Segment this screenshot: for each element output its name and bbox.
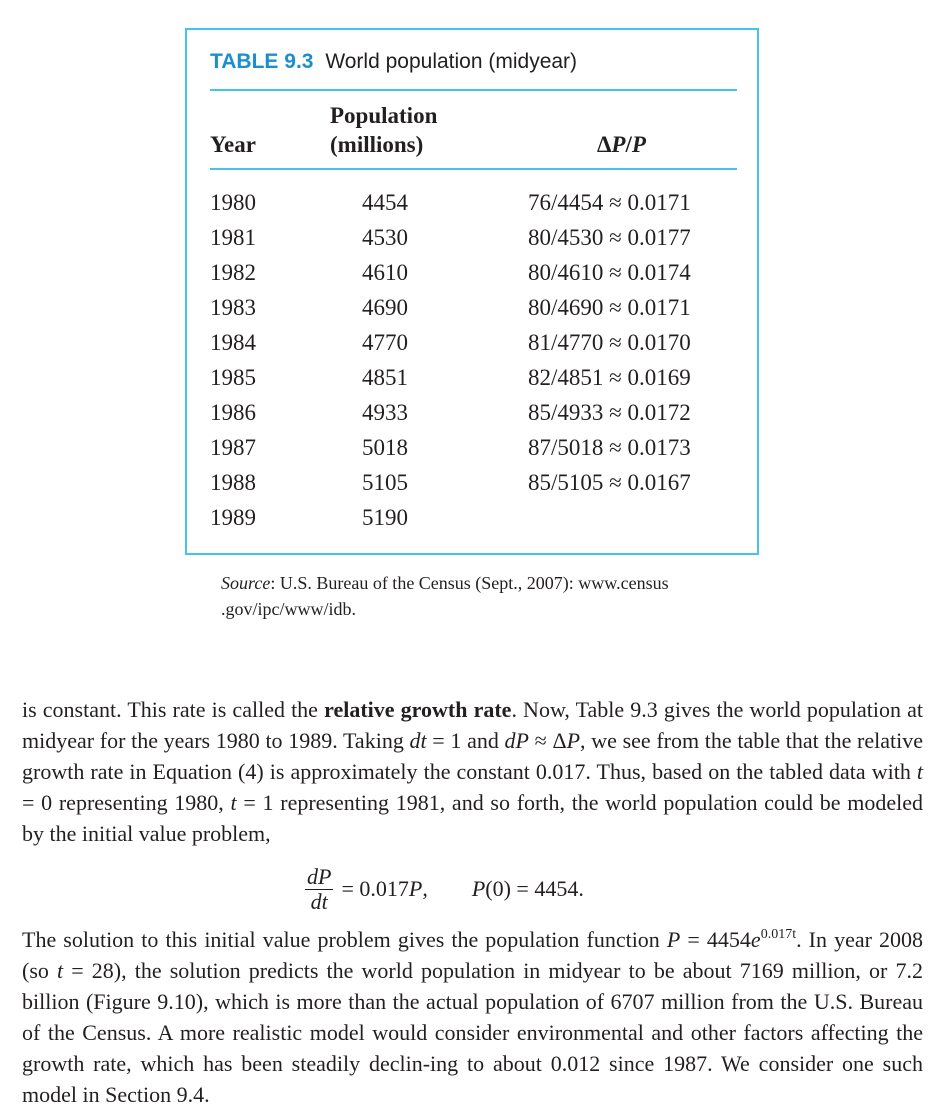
table-row [187,468,757,503]
text: is constant. This rate is called the [22,697,325,722]
text: , [422,876,428,901]
header-population [330,101,437,159]
cell-year: 1989 [210,505,256,530]
math-var: e [750,927,761,952]
cell-ratio: 81/4770 ≈ 0.0170 [528,330,691,355]
math-var: dP [504,728,529,753]
fraction-numerator: dP [307,863,332,889]
math-var: P [408,876,423,901]
cell-population: 4610 [362,260,408,285]
text: = 0 representing 1980, [22,790,231,815]
header-year: Year [210,132,256,157]
cell-ratio: 80/4610 ≈ 0.0174 [528,260,691,285]
header-ratio-slash: / [625,132,632,157]
cell-population: 4933 [362,400,408,425]
table-row [187,188,757,223]
table-row [187,258,757,293]
table-row [187,293,757,328]
table-header-rule [210,168,737,170]
cell-year: 1986 [210,400,256,425]
text: = 1 representing 1981, and so forth, the world population could be modeled by the initial value problem, [22,790,924,846]
source-label: Source [221,573,271,593]
fraction-denominator: dt [310,888,328,914]
header-ratio-p1: P [611,132,626,157]
table-source [221,570,741,622]
text: = 28), the solution predicts the world population in midyear to be about 7169 million, or 7.2 billion (Figure 9.10), which is more than the actual population of 6707 million from the U.S. Bureau of the Census. A more realistic model would consider environmental and other factors affecting the growth rate, which has been steadily declin-ing to about 0.012 since 1987. We consider one such model in Section 9.4. [22,958,923,1107]
cell-ratio: 87/5018 ≈ 0.0173 [528,435,691,460]
math-var: t [916,759,923,784]
source-text: : U.S. Bureau of the Census (Sept., 2007): www.census .gov/ipc/www/idb. [221,573,669,619]
math-var: P [666,927,681,952]
cell-ratio: 76/4454 ≈ 0.0171 [528,190,691,215]
header-population-line2: (millions) [330,132,424,157]
exponent: 0.017t [760,927,797,942]
table-title: World population (midyear) [325,50,578,73]
table-row [187,223,757,258]
display-equation [305,860,584,918]
cell-year: 1985 [210,365,256,390]
text: ≈ Δ [529,728,567,753]
cell-year: 1980 [210,190,256,215]
text: . In year 2008 (so [22,927,923,983]
derivative-fraction [305,865,333,914]
cell-year: 1984 [210,330,256,355]
table-row [187,328,757,363]
table-9-3 [185,28,759,555]
cell-population: 4770 [362,330,408,355]
cell-ratio: 85/4933 ≈ 0.0172 [528,400,691,425]
table-row [187,363,757,398]
term-relative-growth-rate: relative growth rate [324,697,512,722]
header-ratio [597,130,646,159]
cell-population: 5190 [362,505,408,530]
text: = 4454 [680,927,751,952]
math-var: t [57,958,64,983]
cell-population: 4851 [362,365,408,390]
table-body [187,188,757,538]
equation-rhs: = 0.017 [341,876,409,901]
math-var: P [566,728,581,753]
table-label: TABLE 9.3 [210,50,314,73]
text: The solution to this initial value problem gives the population function [22,927,667,952]
cell-population: 5105 [362,470,408,495]
cell-population: 4530 [362,225,408,250]
cell-year: 1982 [210,260,256,285]
initial-condition: (0) = 4454. [485,876,584,901]
math-var: t [230,790,237,815]
table-caption [210,50,577,74]
header-ratio-p2: P [631,132,646,157]
text: = 1 and [426,728,505,753]
table-row [187,398,757,433]
text: . Now, Table 9.3 gives the world population at midyear for the years 1980 to 1989. Taking [22,697,923,753]
header-ratio-delta: Δ [597,132,612,157]
paragraph-solution [22,924,923,1110]
cell-population: 5018 [362,435,408,460]
text: , we see from the table that the relative growth rate in Equation (4) is approximately the constant 0.017. Thus, based on the tabled data with [22,728,923,784]
table-top-rule [210,89,737,91]
cell-ratio: 82/4851 ≈ 0.0169 [528,365,691,390]
cell-ratio: 80/4690 ≈ 0.0171 [528,295,691,320]
cell-population: 4690 [362,295,408,320]
cell-year: 1983 [210,295,256,320]
cell-year: 1981 [210,225,256,250]
cell-year: 1987 [210,435,256,460]
cell-ratio: 80/4530 ≈ 0.0177 [528,225,691,250]
math-var: P [471,876,486,901]
cell-year: 1988 [210,470,256,495]
paragraph-relative-growth [22,694,923,849]
header-population-line1: Population [330,103,438,128]
table-row [187,433,757,468]
cell-ratio: 85/5105 ≈ 0.0167 [528,470,691,495]
cell-population: 4454 [362,190,408,215]
table-row [187,503,757,538]
math-var: dt [409,728,427,753]
